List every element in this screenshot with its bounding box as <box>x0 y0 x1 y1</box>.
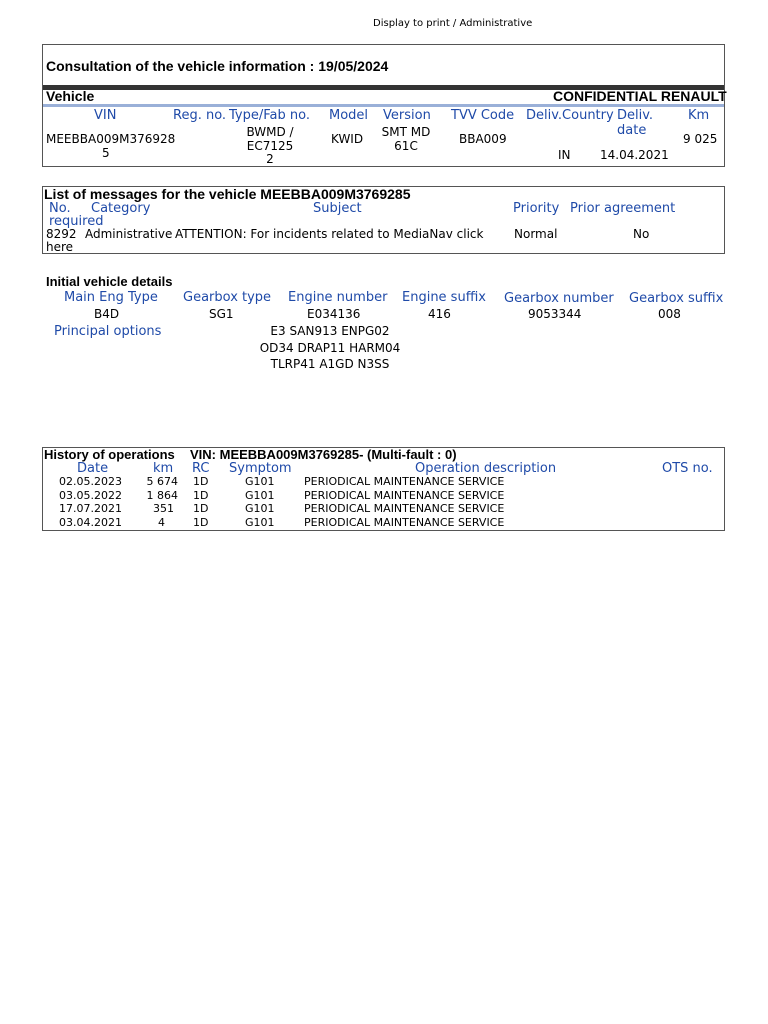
type-fab-line2: EC7125 <box>246 139 294 153</box>
type-fab-line3: 2 <box>266 152 274 166</box>
deliv-date-value: 14.04.2021 <box>600 148 669 162</box>
col-tvv-code: TVV Code <box>451 108 515 123</box>
tvv-code-value: BBA009 <box>459 132 507 146</box>
hist-col-ots-no: OTS no. <box>662 461 713 476</box>
table-row-rc: 1D <box>193 475 209 488</box>
msg-col-required: required <box>49 214 104 229</box>
hist-col-operation-description: Operation description <box>415 461 557 476</box>
type-fab-line1: BWMD / <box>246 125 294 139</box>
msg-col-subject: Subject <box>313 201 362 216</box>
col-reg-no: Reg. no. <box>173 108 227 123</box>
principal-options-line3: TLRP41 A1GD N3SS <box>270 357 390 371</box>
table-row-description[interactable]: PERIODICAL MAINTENANCE SERVICE <box>304 502 505 515</box>
init-gearbox-type-value: SG1 <box>209 307 234 321</box>
msg-subject-link[interactable]: ATTENTION: For incidents related to MediaNav click <box>175 227 484 241</box>
initial-title: Initial vehicle details <box>46 274 173 289</box>
msg-subject-cont[interactable]: here <box>46 240 74 254</box>
consultation-title: Consultation of the vehicle information : 19/05/2024 <box>46 58 389 74</box>
table-row-description[interactable]: PERIODICAL MAINTENANCE SERVICE <box>304 475 505 488</box>
col-vin: VIN <box>94 108 117 123</box>
table-row-symptom: G101 <box>245 502 275 515</box>
hist-col-date: Date <box>77 461 109 476</box>
table-row-km: 5 674 <box>146 475 178 488</box>
messages-title: List of messages for the vehicle MEEBBA009M3769285 <box>44 186 411 202</box>
msg-col-priority: Priority <box>513 201 560 216</box>
table-row-description[interactable]: PERIODICAL MAINTENANCE SERVICE <box>304 489 505 502</box>
hist-col-km: km <box>153 461 174 476</box>
principal-options-line2: OD34 DRAP11 HARM04 <box>259 341 401 355</box>
col-type-fab: Type/Fab no. <box>229 108 310 123</box>
col-deliv-country: Deliv.Country <box>526 108 614 123</box>
init-engine-number-value: E034136 <box>307 307 361 321</box>
msg-col-no: No. <box>49 201 71 216</box>
table-row-symptom: G101 <box>245 475 275 488</box>
table-row-symptom: G101 <box>245 489 275 502</box>
table-row-symptom: G101 <box>245 516 275 529</box>
principal-options-label: Principal options <box>54 324 162 339</box>
msg-priority-value: Normal <box>514 227 558 241</box>
msg-col-prior-agreement: Prior agreement <box>570 201 676 216</box>
init-main-eng-type-value: B4D <box>94 307 120 321</box>
table-row-km: 1 864 <box>146 489 178 502</box>
header-rule <box>43 104 724 107</box>
msg-no-value: 8292 <box>46 227 77 241</box>
init-engine-suffix-value: 416 <box>428 307 451 321</box>
table-row-km: 4 <box>158 516 165 529</box>
model-value: KWID <box>331 132 364 146</box>
table-row-description[interactable]: PERIODICAL MAINTENANCE SERVICE <box>304 516 505 529</box>
table-row-date: 02.05.2023 <box>59 475 122 488</box>
init-col-gearbox-number: Gearbox number <box>504 291 614 306</box>
principal-options-line1: E3 SAN913 ENPG02 <box>270 324 390 338</box>
history-title: History of operations <box>44 447 175 462</box>
table-row-rc: 1D <box>193 502 209 515</box>
table-row-rc: 1D <box>193 516 209 529</box>
hist-col-rc: RC <box>192 461 210 476</box>
confidential-label: CONFIDENTIAL RENAULT <box>553 88 727 104</box>
vehicle-section-label: Vehicle <box>46 88 95 104</box>
init-col-engine-suffix: Engine suffix <box>402 290 486 305</box>
deliv-country-value: IN <box>558 148 571 162</box>
init-col-gearbox-type: Gearbox type <box>183 290 272 305</box>
col-km: Km <box>688 108 710 123</box>
version-line1: SMT MD <box>381 125 431 139</box>
history-vin: VIN: MEEBBA009M3769285- (Multi-fault : 0) <box>190 447 457 462</box>
msg-col-category: Category <box>91 201 151 216</box>
table-row-date: 03.04.2021 <box>59 516 122 529</box>
vin-value-line1: MEEBBA009M376928 <box>46 132 176 146</box>
col-model: Model <box>329 108 369 123</box>
table-row-date: 03.05.2022 <box>59 489 122 502</box>
col-deliv-date: Deliv. date <box>617 108 654 138</box>
msg-prior-agreement-value: No <box>633 227 650 241</box>
version-line2: 61C <box>394 139 418 153</box>
init-col-main-eng-type: Main Eng Type <box>64 290 158 305</box>
print-header: Display to print / Administrative <box>373 18 533 29</box>
km-value: 9 025 <box>683 132 718 146</box>
init-col-gearbox-suffix: Gearbox suffix <box>629 291 724 306</box>
table-row-km: 351 <box>153 502 174 515</box>
vin-value-line2: 5 <box>102 146 110 160</box>
col-version: Version <box>383 108 431 123</box>
init-gearbox-suffix-value: 008 <box>658 307 681 321</box>
init-gearbox-number-value: 9053344 <box>528 307 582 321</box>
msg-category-value: Administrative <box>85 227 173 241</box>
table-row-rc: 1D <box>193 489 209 502</box>
table-row-date: 17.07.2021 <box>59 502 122 515</box>
hist-col-symptom: Symptom <box>229 461 292 476</box>
init-col-engine-number: Engine number <box>288 290 388 305</box>
